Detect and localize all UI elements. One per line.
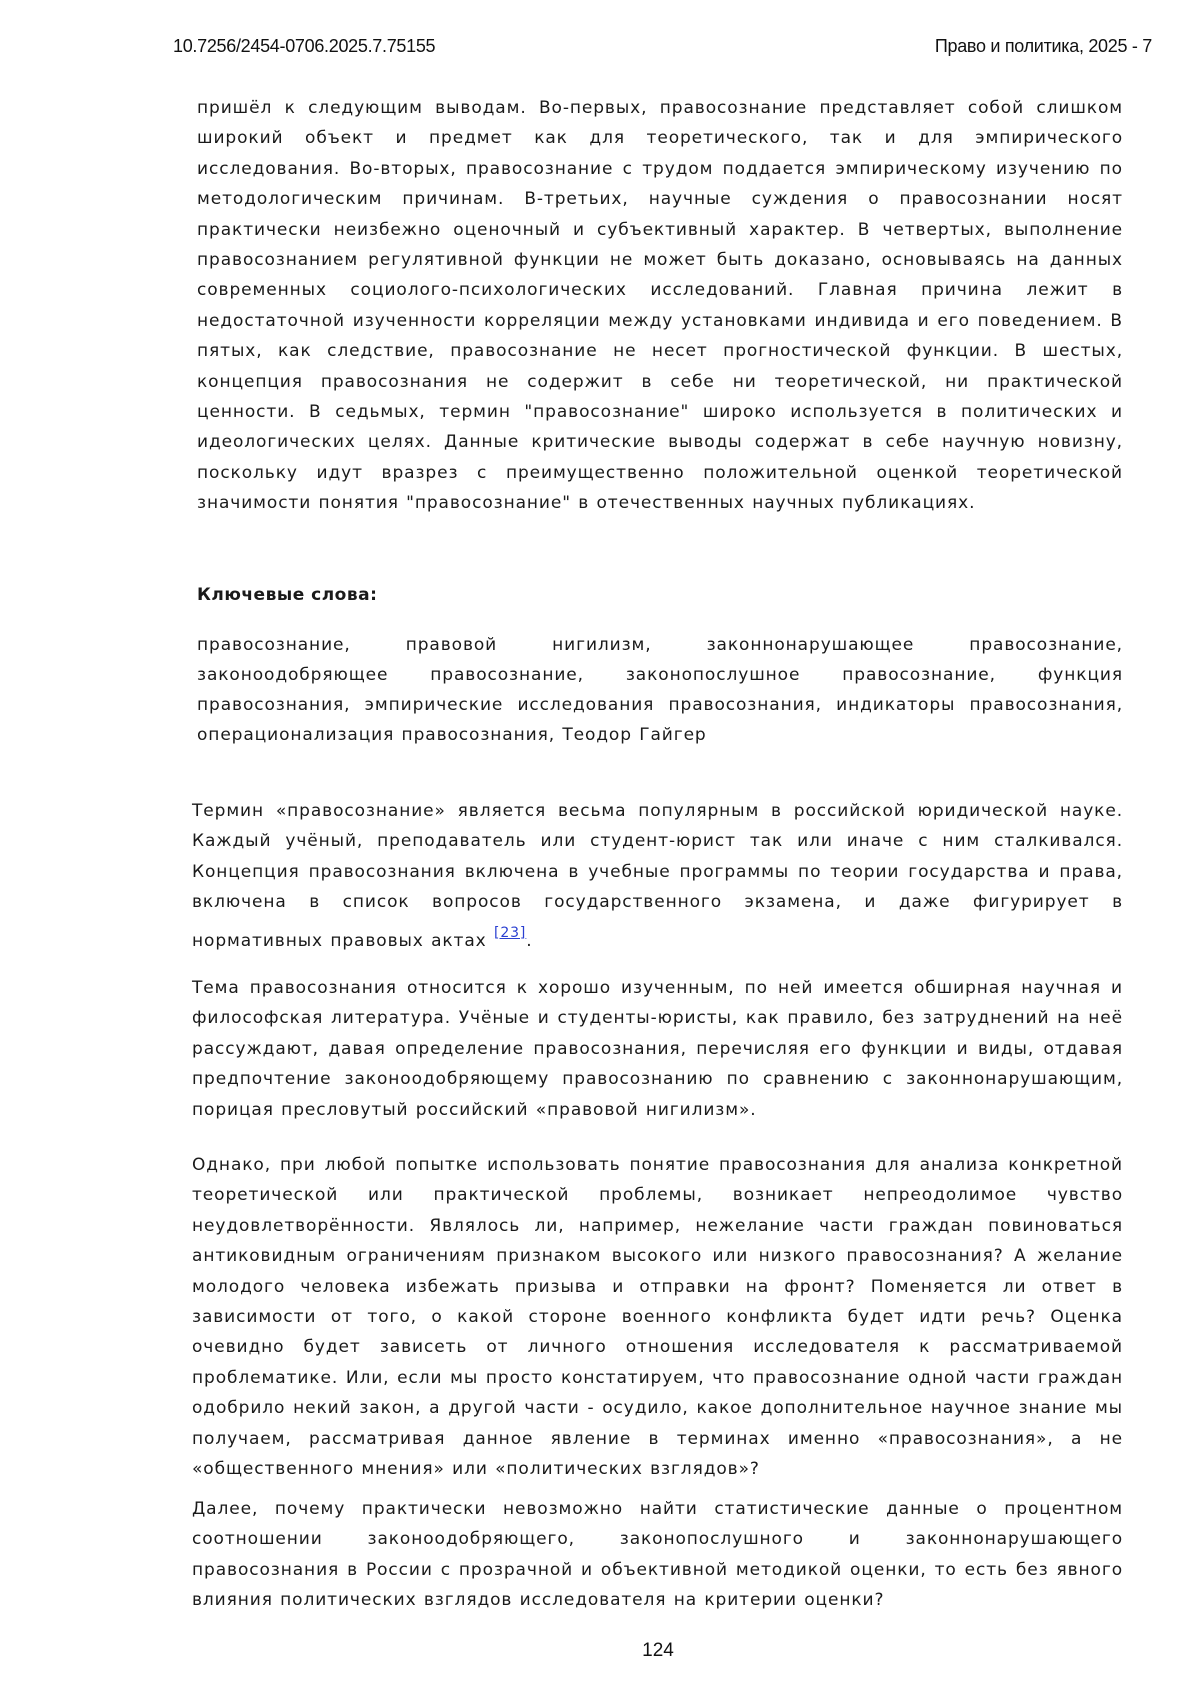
journal-label: Право и политика, 2025 - 7 (935, 36, 1152, 57)
paragraph-1-end: . (526, 931, 532, 951)
body-paragraph-3: Однако, при любой попытке использовать понятие правосознания для анализа конкретной теоретической или практической проблемы, возникает непреодолимое чувство неудовлетворённости. Являлось ли, например, нежелание части граждан повиноваться антиковидным ограничениям признаком высокого или низкого правосознания? А желание молодого человека избежать призыва и отправки на фронт? Поменяется ли ответ в зависимости от того, о какой стороне военного конфликта будет идти речь? Оценка очевидно будет зависеть от личного отношения исследователя к рассматриваемой проблематике. Или, если мы просто констатируем, что правосознание одной части граждан одобрило некий закон, а другой части - осудило, какое дополнительное научное знание мы получаем, рассматривая данное явление в терминах именно «правосознания», а не «общественного мнения» или «политических взглядов»? (192, 1150, 1123, 1484)
page-header (173, 36, 1152, 62)
doi-label: 10.7256/2454-0706.2025.7.75155 (173, 36, 435, 57)
paragraph-1-text: Термин «правосознание» является весьма популярным в российской юридической науке. Каждый учёный, преподаватель или студент-юрист так или иначе с ним сталкивался. Концепция правосознания включена в учебные программы по теории государства и права, включена в список вопросов государственного экзамена, и даже фигурирует в нормативных правовых актах (192, 801, 1123, 951)
keywords-heading: Ключевые слова: (197, 585, 377, 605)
citation-link-23[interactable]: [23] (494, 925, 526, 941)
abstract-text: пришёл к следующим выводам. Во-первых, правосознание представляет собой слишком широкий объект и предмет как для теоретического, так и для эмпирического исследования. Во-вторых, правосознание с трудом поддается эмпирическому изучению по методологическим причинам. В-третьих, научные суждения о правосознании носят практически неизбежно оценочный и субъективный характер. В четвертых, выполнение правосознанием регулятивной функции не может быть доказано, основываясь на данных современных социолого-психологических исследований. Главная причина лежит в недостаточной изученности корреляции между установками индивида и его поведением. В пятых, как следствие, правосознание не несет прогностической функции. В шестых, концепция правосознания не содержит в себе ни теоретической, ни практической ценности. В седьмых, термин "правосознание" широко используется в политических и идеологических целях. Данные критические выводы содержат в себе научную новизну, поскольку идут вразрез с преимущественно положительной оценкой теоретической значимости понятия "правосознание" в отечественных научных публикациях. (197, 93, 1123, 519)
body-paragraph-2: Тема правосознания относится к хорошо изученным, по ней имеется обширная научная и философская литература. Учёные и студенты-юристы, как правило, без затруднений на неё рассуждают, давая определение правосознания, перечисляя его функции и виды, отдавая предпочтение законоодобряющему правосознанию по сравнению с законнонарушающим, порицая пресловутый российский «правовой нигилизм». (192, 973, 1123, 1125)
keywords-text: правосознание, правовой нигилизм, законнонарушающее правосознание, законоодобряющее правосознание, законопослушное правосознание, функция правосознания, эмпирические исследования правосознания, индикаторы правосознания, операционализация правосознания, Теодор Гайгер (197, 630, 1123, 750)
page-number: 124 (0, 1640, 1200, 1662)
body-paragraph-1 (192, 796, 1123, 956)
body-paragraph-4: Далее, почему практически невозможно найти статистические данные о процентном соотношении законоодобряющего, законопослушного и законнонарушающего правосознания в России с прозрачной и объективной методикой оценки, то есть без явного влияния политических взглядов исследователя на критерии оценки? (192, 1494, 1123, 1616)
